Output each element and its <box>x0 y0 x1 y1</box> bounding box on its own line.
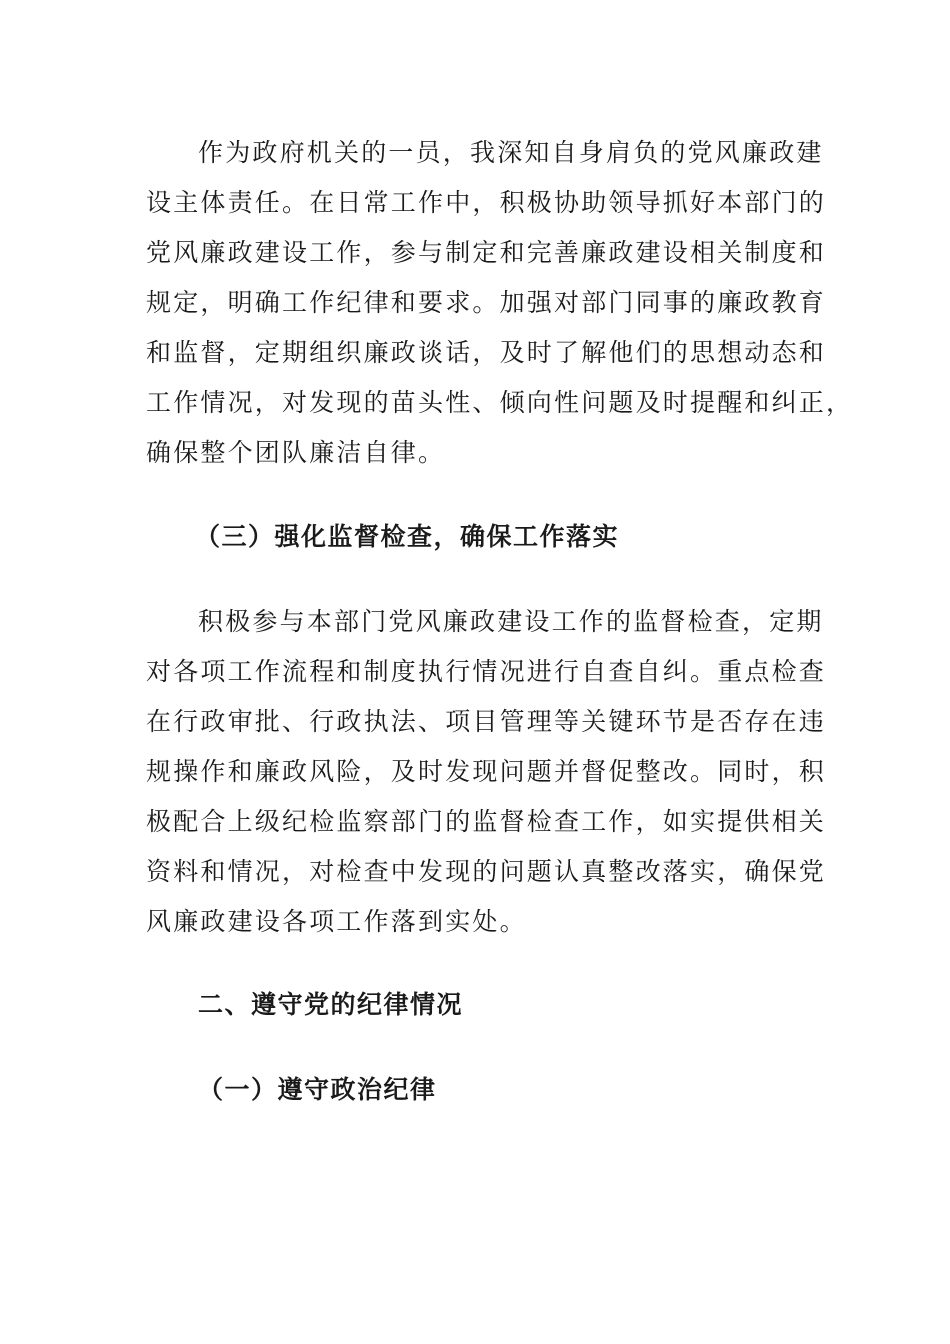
paragraph1-line-4: 规定，明确工作纪律和要求。加强对部门同事的廉政教育 <box>146 288 827 317</box>
paragraph2-line-2: 对各项工作流程和制度执行情况进行自查自纠。重点检查 <box>146 657 827 686</box>
paragraph2-line-3: 在行政审批、行政执法、项目管理等关键环节是否存在违 <box>146 707 827 736</box>
paragraph1-line-5: 和监督，定期组织廉政谈话，及时了解他们的思想动态和 <box>146 338 827 367</box>
paragraph1-line-7: 确保整个团队廉洁自律。 <box>146 438 446 467</box>
paragraph1-line-6: 工作情况，对发现的苗头性、倾向性问题及时提醒和纠正， <box>146 388 854 417</box>
paragraph1-line-3: 党风廉政建设工作，参与制定和完善廉政建设相关制度和 <box>146 238 827 267</box>
paragraph2-line-7: 风廉政建设各项工作落到实处。 <box>146 907 527 936</box>
paragraph2-line-6: 资料和情况，对检查中发现的问题认真整改落实，确保党 <box>146 857 827 886</box>
section-heading-san: （三）强化监督检查，确保工作落实 <box>195 522 620 551</box>
paragraph1-line-2: 设主体责任。在日常工作中，积极协助领导抓好本部门的 <box>146 188 827 217</box>
paragraph2-line-4: 规操作和廉政风险，及时发现问题并督促整改。同时，积 <box>146 757 827 786</box>
paragraph1-line-1: 作为政府机关的一员，我深知自身肩负的党风廉政建 <box>198 138 824 167</box>
paragraph2-line-1: 积极参与本部门党风廉政建设工作的监督检查，定期 <box>198 607 824 636</box>
section-heading-yi: （一）遵守政治纪律 <box>198 1075 437 1104</box>
paragraph2-line-5: 极配合上级纪检监察部门的监督检查工作，如实提供相关 <box>146 807 827 836</box>
section-heading-er: 二、遵守党的纪律情况 <box>198 990 464 1019</box>
